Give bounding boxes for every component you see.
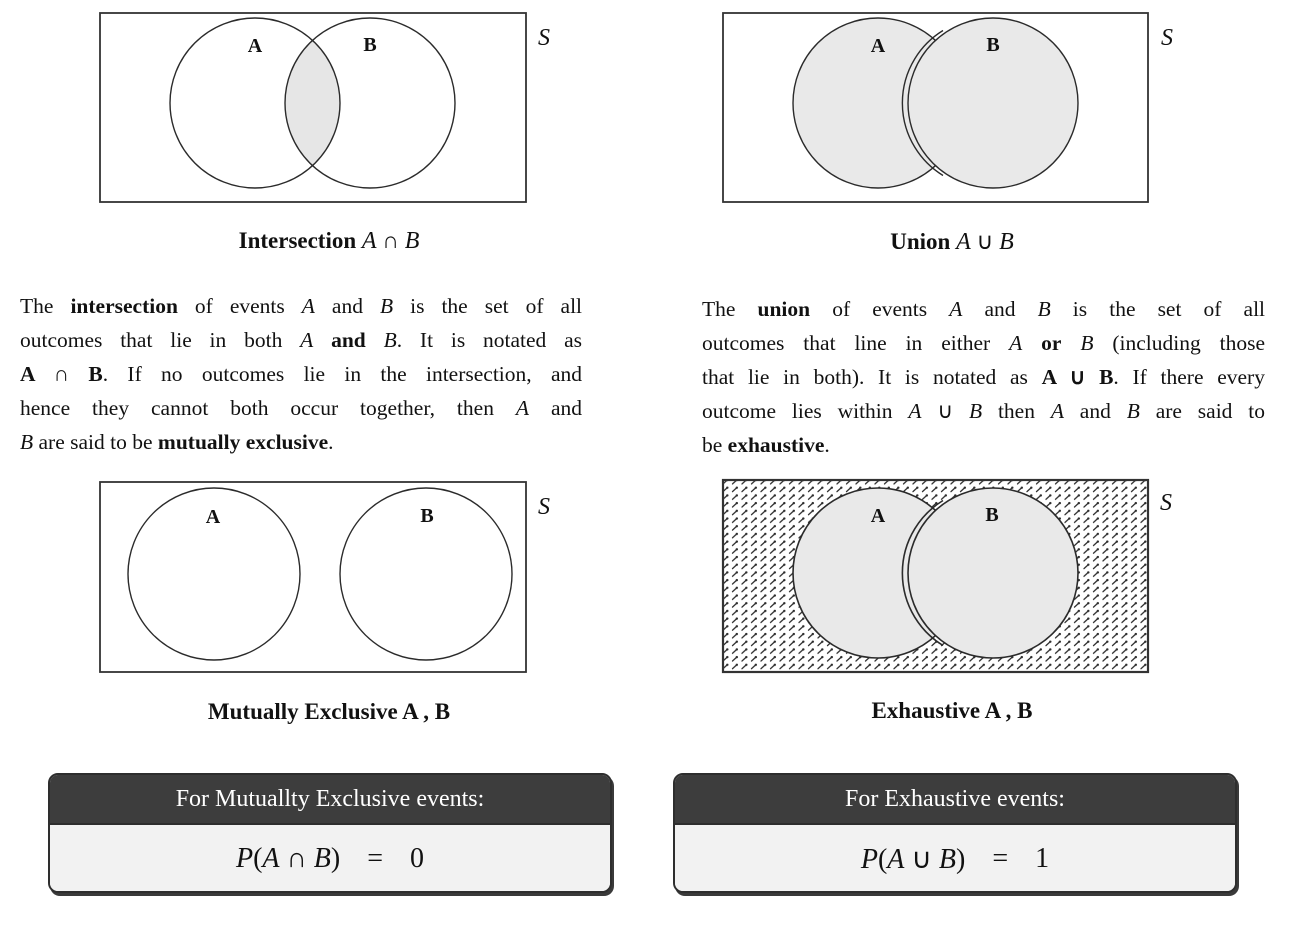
formula-lhs: P(A ∪ B): [860, 843, 966, 875]
sample-space-label: S: [1161, 25, 1173, 51]
intersection-venn-diagram: [98, 11, 568, 211]
callout-header: For Mutuallty Exclusive events:: [50, 775, 610, 825]
exhaustive-callout: [673, 773, 1237, 893]
set-a-label: A: [870, 505, 886, 527]
exhaustive-venn-diagram: [721, 478, 1191, 680]
callout-header: For Exhaustive events:: [675, 775, 1235, 825]
set-b-label: B: [986, 34, 1000, 56]
sample-space-label: S: [538, 494, 550, 520]
intersection-caption: Intersection A ∩ B: [238, 228, 420, 254]
intersection-paragraph: The intersection of events A and B is the set of all outcomes that lie in both A and B. It is notated as A ∩ B. If no outcomes lie in the intersection, and hence they cannot both occur together, then A and B are said to be mutually exclusive.: [20, 294, 583, 454]
equals-sign: =: [992, 842, 1009, 874]
union-venn-diagram: [721, 11, 1191, 211]
sample-space-label: S: [538, 25, 550, 51]
equals-sign: =: [367, 842, 383, 874]
mutually-exclusive-callout: [48, 773, 612, 893]
set-b-label: B: [985, 504, 999, 526]
mutually-exclusive-venn-diagram: [98, 480, 568, 680]
set-a-label: A: [870, 35, 886, 57]
callout-formula: [50, 825, 610, 892]
formula-result: 1: [1035, 842, 1050, 874]
sample-space-label: S: [1160, 490, 1172, 516]
callout-formula: [675, 825, 1235, 892]
formula-lhs: P(A ∩ B): [235, 842, 341, 874]
set-a-label: A: [205, 506, 221, 528]
formula-result: 0: [410, 842, 424, 874]
set-a-label: A: [247, 35, 263, 57]
mutually-exclusive-caption: Mutually Exclusive A , B: [207, 699, 451, 724]
set-b-label: B: [363, 34, 377, 56]
union-paragraph: The union of events A and B is the set of all outcomes that line in either A or B (including those that lie in both). It is notated as A ∪ B. If there every outcome lies within A ∪ B then A and B are said to be exhaustive.: [702, 297, 1266, 457]
exhaustive-caption: Exhaustive A , B: [871, 698, 1033, 723]
union-caption: Union A ∪ B: [890, 229, 1014, 255]
set-b-label: B: [420, 505, 434, 527]
